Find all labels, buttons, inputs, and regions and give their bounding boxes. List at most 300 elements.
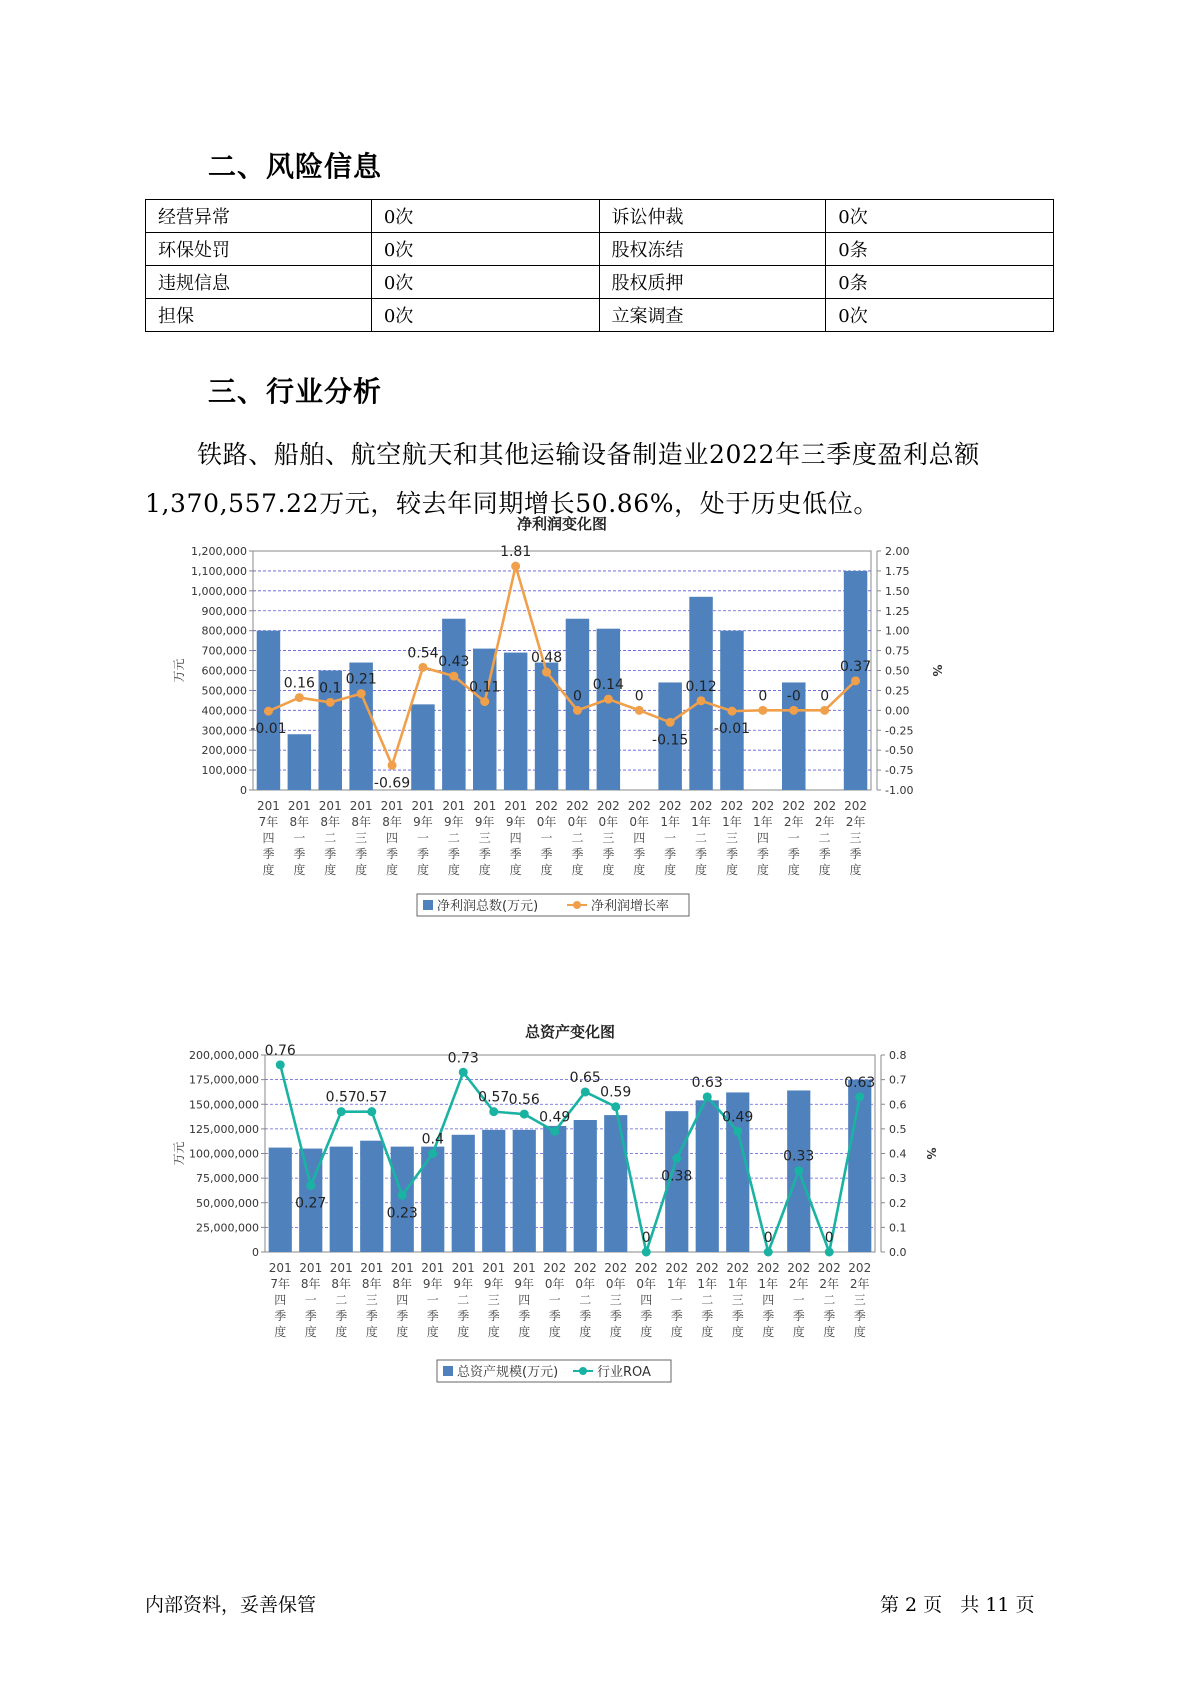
data-label: -0.01 xyxy=(713,721,751,738)
bar xyxy=(604,1115,627,1252)
x-tick-label-line: 度 xyxy=(695,863,708,877)
y-right-tick-label: 0.25 xyxy=(885,684,910,698)
x-tick-label xyxy=(482,1261,505,1339)
x-tick-label-line: 二 xyxy=(579,1293,592,1307)
x-tick-label-line: 三 xyxy=(609,1293,622,1307)
line-point xyxy=(794,1166,803,1175)
data-label: 1.81 xyxy=(500,544,532,561)
y-tick-label: 600,000 xyxy=(201,664,247,678)
x-tick-label-line: 0年 xyxy=(598,815,619,829)
x-tick-label-line: 季 xyxy=(792,1309,805,1323)
x-tick-label-line: 度 xyxy=(670,1325,683,1339)
x-tick-label-line: 季 xyxy=(262,847,275,861)
x-tick-label-line: 二 xyxy=(571,831,584,845)
x-tick-label xyxy=(504,799,527,877)
x-tick-label xyxy=(391,1261,414,1339)
x-tick-label-line: 一 xyxy=(426,1293,439,1307)
line-point xyxy=(367,1107,376,1116)
data-label: 0.49 xyxy=(539,1109,571,1126)
bar xyxy=(442,619,465,790)
y-tick-label: 500,000 xyxy=(201,684,247,698)
x-tick-label xyxy=(452,1261,475,1339)
legend-swatch-marker xyxy=(579,1367,587,1375)
x-tick-label-line: 三 xyxy=(355,831,368,845)
x-tick-label-line: 201 xyxy=(390,1261,414,1275)
x-tick-label-line: 9年 xyxy=(422,1277,443,1291)
x-tick-label-line: 四 xyxy=(509,831,522,845)
y-right-axis-title: % xyxy=(930,664,944,677)
data-label: 0.43 xyxy=(438,654,470,671)
x-tick-label-line: 四 xyxy=(262,831,275,845)
x-tick-label-line: 四 xyxy=(386,831,399,845)
data-label: 0.48 xyxy=(530,650,563,667)
x-tick-label-line: 季 xyxy=(725,847,738,861)
x-tick-label xyxy=(566,799,589,877)
data-label: 0.63 xyxy=(691,1074,723,1091)
footer-page-number: 第 2 页 共 11 页 xyxy=(880,1594,1035,1616)
y-tick-label: 75,000,000 xyxy=(196,1172,259,1186)
x-tick-label-line: 度 xyxy=(849,863,862,877)
x-tick-label-line: 一 xyxy=(787,831,800,845)
data-label: 0.21 xyxy=(345,671,377,688)
x-tick-label-line: 度 xyxy=(447,863,460,877)
bar xyxy=(574,1120,597,1252)
x-tick-label-line: 201 xyxy=(329,1261,353,1275)
line-point xyxy=(306,1181,315,1190)
x-tick-label xyxy=(543,1261,566,1339)
x-tick-label-line: 季 xyxy=(304,1309,317,1323)
x-tick-label-line: 201 xyxy=(482,1261,506,1275)
y-tick-label: 200,000,000 xyxy=(189,1049,259,1062)
y-right-tick-label: 2.00 xyxy=(885,545,910,558)
x-tick-label-line: 季 xyxy=(602,847,615,861)
x-tick-label-line: 一 xyxy=(540,831,553,845)
data-label: -0.01 xyxy=(250,721,287,738)
line-point xyxy=(388,761,397,770)
x-tick-label-line: 一 xyxy=(670,1293,683,1307)
x-tick-label-line: 0年 xyxy=(605,1277,626,1291)
x-tick-label-line: 度 xyxy=(540,863,553,877)
legend-swatch-bar xyxy=(443,1366,453,1376)
x-tick-label-line: 1年 xyxy=(758,1277,779,1291)
x-tick-label-line: 度 xyxy=(262,863,275,877)
x-tick-label-line: 季 xyxy=(762,1309,775,1323)
risk-item-label: 违规信息 xyxy=(146,266,372,299)
x-tick-label-line: 201 xyxy=(318,799,342,813)
x-tick-label-line: 季 xyxy=(355,847,368,861)
x-tick-label xyxy=(757,1261,780,1339)
x-tick-label-line: 度 xyxy=(293,863,306,877)
y-tick-label: 400,000 xyxy=(201,704,247,718)
data-label: -0.69 xyxy=(373,775,411,792)
x-tick-label-line: 季 xyxy=(633,847,646,861)
x-tick-label-line: 8年 xyxy=(289,815,310,829)
x-tick-label-line: 季 xyxy=(540,847,553,861)
data-label: 0.63 xyxy=(844,1074,876,1091)
legend-swatch-bar xyxy=(423,900,433,910)
x-tick-label xyxy=(350,799,373,877)
data-label: 0.57 xyxy=(325,1089,357,1106)
x-tick-label-line: 202 xyxy=(604,1261,628,1275)
data-label: 0.11 xyxy=(469,679,501,696)
x-tick-label-line: 201 xyxy=(473,799,497,813)
x-tick-label-line: 度 xyxy=(355,863,368,877)
x-tick-label xyxy=(818,1261,841,1339)
y-tick-label: 1,200,000 xyxy=(191,545,247,558)
x-tick-label-line: 一 xyxy=(293,831,306,845)
line-point xyxy=(789,706,798,715)
line-point xyxy=(511,562,520,571)
x-tick-label-line: 9年 xyxy=(474,815,495,829)
x-tick-label-line: 季 xyxy=(396,1309,409,1323)
x-tick-label-line: 202 xyxy=(665,1261,689,1275)
y-tick-label: 150,000,000 xyxy=(189,1098,259,1112)
x-tick-label-line: 度 xyxy=(792,1325,805,1339)
data-label: 0.57 xyxy=(356,1089,388,1106)
x-tick-label-line: 度 xyxy=(731,1325,744,1339)
x-tick-label-line: 度 xyxy=(756,863,769,877)
x-tick-label xyxy=(473,799,496,877)
line-point xyxy=(480,697,489,706)
bar xyxy=(411,704,434,790)
y-tick-label: 1,100,000 xyxy=(191,564,247,578)
risk-item-value: 0次 xyxy=(371,299,599,332)
x-tick-label-line: 7年 xyxy=(270,1277,291,1291)
line-point xyxy=(449,672,458,681)
x-tick-label-line: 8年 xyxy=(331,1277,352,1291)
x-tick-label-line: 季 xyxy=(731,1309,744,1323)
x-tick-label-line: 二 xyxy=(457,1293,470,1307)
y-tick-label: 0 xyxy=(240,784,247,797)
y-tick-label: 100,000 xyxy=(201,764,247,778)
data-label: 0 xyxy=(572,688,582,705)
x-tick-label-line: 202 xyxy=(565,799,589,813)
x-tick-label-line: 202 xyxy=(543,1261,567,1275)
data-label: 0.54 xyxy=(407,645,439,662)
y-right-tick-label: 1.25 xyxy=(885,604,910,618)
x-tick-label-line: 二 xyxy=(701,1293,714,1307)
x-tick-label-line: 一 xyxy=(792,1293,805,1307)
x-tick-label xyxy=(257,799,280,877)
x-tick-label-line: 201 xyxy=(256,799,280,813)
x-tick-label-line: 季 xyxy=(365,1309,378,1323)
y-tick-label: 125,000,000 xyxy=(189,1122,259,1136)
x-tick-label-line: 四 xyxy=(274,1293,287,1307)
bar xyxy=(566,619,589,790)
x-tick-label-line: 度 xyxy=(335,1325,348,1339)
y-tick-label: 50,000,000 xyxy=(196,1196,259,1210)
x-tick-label-line: 201 xyxy=(287,799,311,813)
data-label: -0.15 xyxy=(652,732,689,749)
y-tick-label: 800,000 xyxy=(201,624,247,638)
y-right-tick-label: 0.00 xyxy=(885,704,910,718)
x-tick-label-line: 201 xyxy=(349,799,373,813)
line-point xyxy=(295,693,304,702)
x-tick-label-line: 201 xyxy=(504,799,528,813)
y-right-tick-label: 0.7 xyxy=(889,1073,907,1087)
x-tick-label-line: 8年 xyxy=(351,815,371,829)
x-tick-label-line: 三 xyxy=(849,831,862,845)
x-tick-label-line: 202 xyxy=(726,1261,750,1275)
y-tick-label: 700,000 xyxy=(201,644,247,658)
risk-table-row xyxy=(146,200,1054,233)
data-label: 0.27 xyxy=(295,1195,327,1212)
x-tick-label-line: 季 xyxy=(487,1309,500,1323)
line-point xyxy=(418,663,427,672)
x-tick-label-line: 9年 xyxy=(453,1277,474,1291)
y-right-tick-label: 0.2 xyxy=(889,1196,907,1210)
line-point xyxy=(398,1191,407,1200)
y-right-tick-label: 1.00 xyxy=(885,624,910,638)
y-axis-title: 万元 xyxy=(172,1141,186,1166)
y-tick-label: 175,000,000 xyxy=(189,1073,259,1087)
bar xyxy=(848,1080,871,1252)
y-tick-label: 25,000,000 xyxy=(196,1221,259,1235)
x-tick-label-line: 1年 xyxy=(753,815,773,829)
line-point xyxy=(542,668,551,677)
x-tick-label-line: 2年 xyxy=(819,1277,840,1291)
x-tick-label-line: 季 xyxy=(823,1309,836,1323)
y-tick-label: 100,000,000 xyxy=(189,1147,259,1161)
x-tick-label-line: 季 xyxy=(447,847,460,861)
y-right-tick-label: -1.00 xyxy=(885,784,914,797)
legend-label: 净利润总数(万元) xyxy=(437,899,539,914)
x-tick-label-line: 201 xyxy=(512,1261,536,1275)
line-point xyxy=(697,696,706,705)
bar xyxy=(360,1141,383,1252)
y-right-tick-label: 0.50 xyxy=(885,664,910,678)
x-tick-label xyxy=(604,1261,627,1339)
data-label: 0 xyxy=(824,1230,834,1246)
risk-info-table xyxy=(145,199,1054,332)
x-tick-label-line: 9年 xyxy=(444,815,464,829)
x-tick-label-line: 度 xyxy=(416,863,429,877)
line-point xyxy=(604,695,613,704)
line-point xyxy=(825,1248,834,1257)
x-tick-label-line: 201 xyxy=(442,799,466,813)
industry-analysis-text: 铁路、船舶、航空航天和其他运输设备制造业2022年三季度盈利总额1,370,557.22万元，较去年同期增长50.86%，处于历史低位。 xyxy=(145,440,980,518)
x-tick-label-line: 202 xyxy=(756,1261,780,1275)
line-point xyxy=(758,706,767,715)
x-tick-label-line: 202 xyxy=(627,799,651,813)
x-tick-label-line: 季 xyxy=(579,1309,592,1323)
bar xyxy=(597,629,620,790)
x-tick-label-line: 0年 xyxy=(629,815,650,829)
x-tick-label xyxy=(635,1261,658,1339)
y-tick-label: 900,000 xyxy=(201,604,247,618)
x-tick-label-line: 季 xyxy=(701,1309,714,1323)
data-label: 0.14 xyxy=(592,677,624,694)
data-label: 0.76 xyxy=(264,1042,296,1059)
x-tick-label-line: 二 xyxy=(823,1293,836,1307)
x-tick-label xyxy=(319,799,342,877)
x-tick-label-line: 201 xyxy=(268,1261,292,1275)
x-tick-label-line: 202 xyxy=(782,799,806,813)
x-tick-label xyxy=(269,1261,292,1339)
x-tick-label-line: 9年 xyxy=(505,815,526,829)
x-tick-label-line: 201 xyxy=(411,799,435,813)
line-point xyxy=(428,1149,437,1158)
x-tick-label-line: 度 xyxy=(609,1325,622,1339)
y-right-tick-label: 1.75 xyxy=(885,564,910,578)
line-point xyxy=(489,1107,498,1116)
x-tick-label-line: 度 xyxy=(818,863,831,877)
line-point xyxy=(855,1092,864,1101)
x-tick-label xyxy=(726,1261,749,1339)
risk-item-value: 0次 xyxy=(371,200,599,233)
x-tick-label-line: 度 xyxy=(487,1325,500,1339)
x-tick-label-line: 二 xyxy=(818,831,831,845)
x-tick-label-line: 季 xyxy=(416,847,429,861)
x-tick-label xyxy=(597,799,620,877)
risk-item-value: 0次 xyxy=(826,299,1054,332)
data-label: 0.23 xyxy=(386,1205,418,1222)
x-tick-label-line: 度 xyxy=(274,1325,287,1339)
x-tick-label-line: 1年 xyxy=(722,815,742,829)
x-tick-label-line: 季 xyxy=(426,1309,439,1323)
chart-title: 净利润变化图 xyxy=(516,515,608,533)
bar xyxy=(504,653,527,790)
x-tick-label-line: 度 xyxy=(725,863,738,877)
x-tick-label xyxy=(659,799,682,877)
x-tick-label xyxy=(442,799,465,877)
x-tick-label-line: 202 xyxy=(596,799,620,813)
y-right-tick-label: 0.1 xyxy=(889,1221,907,1235)
x-tick-label-line: 度 xyxy=(396,1325,409,1339)
x-tick-label-line: 季 xyxy=(457,1309,470,1323)
x-tick-label-line: 季 xyxy=(548,1309,561,1323)
x-tick-label-line: 季 xyxy=(853,1309,866,1323)
legend xyxy=(417,894,689,916)
line-point xyxy=(276,1060,285,1069)
x-tick-label-line: 度 xyxy=(633,863,646,877)
y-right-tick-label: 0.5 xyxy=(889,1122,907,1136)
x-tick-label-line: 四 xyxy=(518,1293,531,1307)
x-tick-label-line: 度 xyxy=(602,863,615,877)
x-tick-label xyxy=(665,1261,688,1339)
x-tick-label-line: 8年 xyxy=(392,1277,413,1291)
x-tick-label-line: 三 xyxy=(365,1293,378,1307)
x-tick-label-line: 0年 xyxy=(575,1277,596,1291)
x-tick-label-line: 0年 xyxy=(536,815,557,829)
y-tick-label: 1,000,000 xyxy=(191,584,247,598)
line-point xyxy=(703,1092,712,1101)
line-point xyxy=(820,706,829,715)
line-point xyxy=(550,1127,559,1136)
x-tick-label-line: 四 xyxy=(640,1293,653,1307)
x-tick-label-line: 度 xyxy=(640,1325,653,1339)
bar xyxy=(269,1148,292,1252)
x-tick-label-line: 1年 xyxy=(660,815,680,829)
x-tick-label-line: 一 xyxy=(416,831,429,845)
bar xyxy=(288,734,311,790)
data-label: 0.37 xyxy=(839,658,872,675)
x-tick-label-line: 度 xyxy=(365,1325,378,1339)
x-tick-label-line: 202 xyxy=(813,799,837,813)
bar xyxy=(696,1100,719,1252)
x-tick-label-line: 季 xyxy=(509,847,522,861)
total-assets-chart xyxy=(172,1023,1075,1535)
data-label: 0.59 xyxy=(600,1084,632,1101)
x-tick-label-line: 2年 xyxy=(814,815,835,829)
data-label: 0 xyxy=(634,688,644,705)
legend xyxy=(437,1360,671,1382)
line-point xyxy=(851,676,860,685)
y-right-tick-label: -0.75 xyxy=(885,764,914,778)
line-point xyxy=(672,1154,681,1163)
risk-item-label: 股权质押 xyxy=(599,266,826,299)
data-label: 0.65 xyxy=(569,1069,601,1086)
footer-confidential: 内部资料，妥善保管 xyxy=(145,1594,317,1616)
x-tick-label-line: 季 xyxy=(324,847,337,861)
x-tick-label-line: 二 xyxy=(324,831,337,845)
x-tick-label-line: 202 xyxy=(573,1261,597,1275)
x-tick-label-line: 季 xyxy=(849,847,862,861)
x-tick-label-line: 三 xyxy=(478,831,491,845)
line-point xyxy=(727,707,736,716)
x-tick-label-line: 2年 xyxy=(783,815,804,829)
x-tick-label-line: 四 xyxy=(396,1293,409,1307)
line-point xyxy=(459,1068,468,1077)
y-right-tick-label: -0.50 xyxy=(885,744,914,758)
x-tick-label-line: 度 xyxy=(701,1325,714,1339)
data-label: 0.4 xyxy=(421,1131,444,1148)
x-tick-label-line: 201 xyxy=(360,1261,384,1275)
y-tick-label: 300,000 xyxy=(201,724,247,738)
x-tick-label xyxy=(787,1261,810,1339)
y-right-tick-label: 0.0 xyxy=(889,1246,907,1259)
x-tick-label-line: 季 xyxy=(274,1309,287,1323)
x-tick-label-line: 季 xyxy=(518,1309,531,1323)
industry-analysis-paragraph xyxy=(145,430,1055,528)
line-point xyxy=(666,718,675,727)
x-tick-label-line: 2年 xyxy=(845,815,866,829)
risk-item-label: 股权冻结 xyxy=(599,233,826,266)
x-tick-label-line: 202 xyxy=(634,1261,658,1275)
x-tick-label xyxy=(381,799,404,877)
x-tick-label-line: 0年 xyxy=(636,1277,657,1291)
x-tick-label-line: 1年 xyxy=(666,1277,687,1291)
x-tick-label-line: 1年 xyxy=(727,1277,748,1291)
x-tick-label-line: 202 xyxy=(689,799,713,813)
x-tick-label xyxy=(628,799,651,877)
risk-table-row xyxy=(146,266,1054,299)
data-label: 0 xyxy=(641,1230,651,1246)
bar xyxy=(452,1135,475,1252)
x-tick-label-line: 度 xyxy=(518,1325,531,1339)
x-tick-label-line: 四 xyxy=(633,831,646,845)
x-tick-label-line: 四 xyxy=(762,1293,775,1307)
x-tick-label-line: 2年 xyxy=(788,1277,809,1291)
y-right-tick-label: 0.4 xyxy=(889,1147,907,1161)
line-point xyxy=(264,707,273,716)
section-heading-industry: 三、行业分析 xyxy=(208,375,383,408)
x-tick-label-line: 季 xyxy=(756,847,769,861)
x-tick-label-line: 度 xyxy=(457,1325,470,1339)
line-point xyxy=(326,698,335,707)
x-tick-label-line: 201 xyxy=(421,1261,445,1275)
x-tick-label-line: 一 xyxy=(664,831,677,845)
y-tick-label: 200,000 xyxy=(201,744,247,758)
x-tick-label-line: 2年 xyxy=(849,1277,870,1291)
x-tick-label-line: 度 xyxy=(324,863,337,877)
y-right-axis-title: % xyxy=(924,1147,938,1160)
x-tick-label-line: 8年 xyxy=(300,1277,321,1291)
risk-item-value: 0次 xyxy=(826,200,1054,233)
data-label: -0 xyxy=(786,688,801,705)
y-axis-title: 万元 xyxy=(172,658,186,683)
x-tick-label xyxy=(720,799,743,877)
